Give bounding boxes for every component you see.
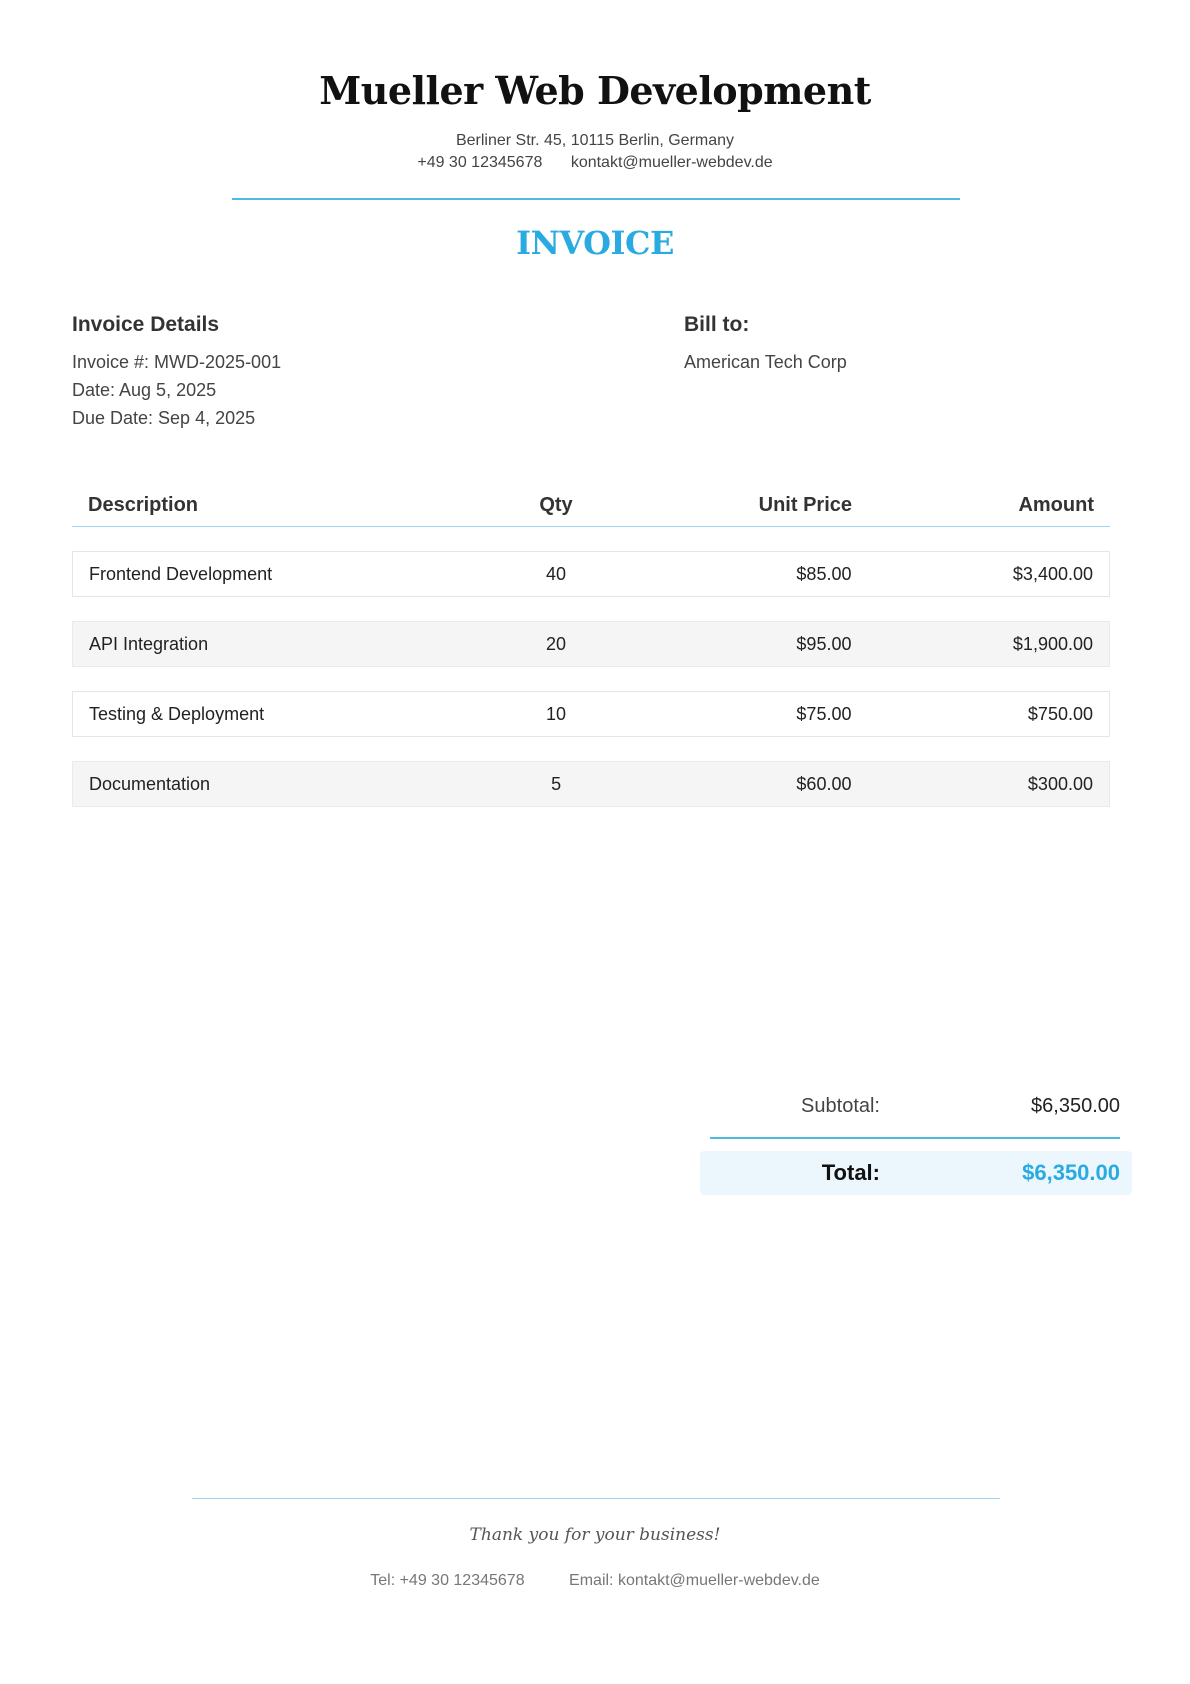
bill-to-heading: Bill to:	[684, 313, 750, 336]
header-description: Description	[88, 493, 199, 516]
subtotal-label: Subtotal:	[801, 1094, 880, 1117]
total-value: $6,350.00	[1022, 1160, 1120, 1185]
company-header	[0, 66, 1190, 174]
header-divider	[232, 198, 960, 200]
invoice-date: Date: Aug 5, 2025	[72, 380, 217, 400]
total-row	[700, 1151, 1132, 1195]
row-qty: 20	[546, 633, 567, 654]
client-name: American Tech Corp	[684, 352, 847, 372]
company-contact	[0, 152, 1190, 174]
table-row	[72, 691, 1110, 737]
invoice-number: Invoice #: MWD-2025-001	[72, 352, 282, 372]
row-amount: $750.00	[1027, 703, 1093, 724]
table-row	[72, 761, 1110, 807]
header-qty: Qty	[539, 493, 573, 516]
header-amount: Amount	[1018, 493, 1094, 516]
totals-block	[700, 1085, 1132, 1195]
row-description: API Integration	[89, 633, 209, 654]
footer-email: Email: kontakt@mueller-webdev.de	[569, 1572, 820, 1589]
company-name: Mueller Web Development	[319, 68, 871, 113]
row-amount: $3,400.00	[1012, 563, 1093, 584]
table-row	[72, 621, 1110, 667]
row-qty: 10	[546, 703, 567, 724]
line-items-table	[72, 484, 1110, 807]
table-row	[72, 551, 1110, 597]
thank-you-note: Thank you for your business!	[469, 1525, 721, 1545]
table-header	[72, 484, 1110, 527]
row-description: Testing & Deployment	[89, 703, 265, 724]
total-label: Total:	[821, 1160, 880, 1185]
row-amount: $1,900.00	[1012, 633, 1093, 654]
row-unit-price: $75.00	[796, 703, 852, 724]
document-title: INVOICE	[516, 224, 674, 262]
company-address: Berliner Str. 45, 10115 Berlin, Germany	[455, 132, 735, 149]
company-phone: +49 30 12345678	[417, 154, 543, 171]
company-email: kontakt@mueller-webdev.de	[570, 154, 773, 171]
invoice-details-heading: Invoice Details	[72, 313, 220, 336]
row-unit-price: $85.00	[796, 563, 852, 584]
footer-phone: Tel: +49 30 12345678	[370, 1572, 525, 1589]
header-unit-price: Unit Price	[758, 493, 852, 516]
invoice-due-date: Due Date: Sep 4, 2025	[72, 408, 256, 428]
footer-divider	[192, 1498, 1000, 1499]
row-description: Documentation	[89, 773, 211, 794]
subtotal-value: $6,350.00	[1031, 1094, 1120, 1117]
row-unit-price: $95.00	[796, 633, 852, 654]
row-qty: 40	[546, 563, 567, 584]
row-qty: 5	[551, 773, 562, 794]
row-amount: $300.00	[1027, 773, 1093, 794]
footer-contact	[0, 1570, 1190, 1592]
subtotal-row	[710, 1085, 1120, 1139]
invoice-details	[72, 310, 632, 432]
bill-to	[684, 310, 1104, 376]
row-unit-price: $60.00	[796, 773, 852, 794]
row-description: Frontend Development	[89, 563, 273, 584]
